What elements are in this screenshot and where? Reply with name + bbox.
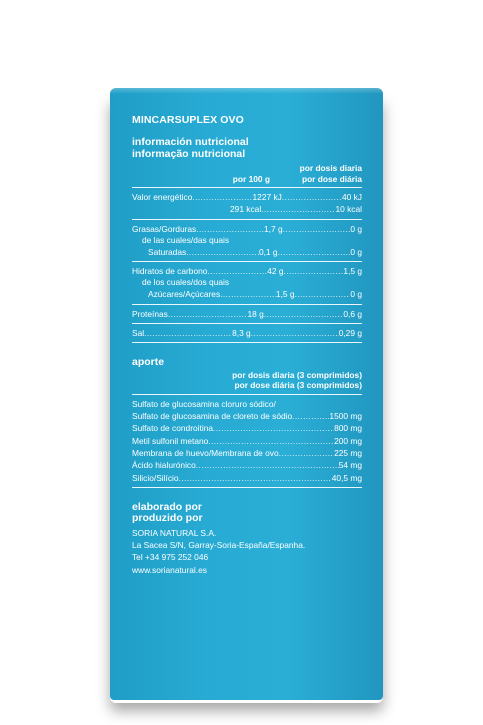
label-content <box>132 114 362 576</box>
producer-heading-pt: produzido por <box>132 512 203 525</box>
aporte-heading: aporte <box>132 356 165 369</box>
fat-dose: 0 g <box>350 223 362 234</box>
carbs-sub-label: de los cuales/dos quais <box>142 277 230 288</box>
divider <box>132 219 362 220</box>
glucosamine-value: 1500 mg <box>329 411 362 422</box>
col-header-row <box>132 174 362 185</box>
aporte-row-silicon <box>132 472 362 484</box>
divider <box>132 304 362 305</box>
salt-label: Sal <box>132 328 145 339</box>
energy-kj-100: 1227 kJ <box>252 192 282 202</box>
aporte-col-es: por dosis diaria (3 comprimidos) <box>232 369 362 380</box>
eggshell-label: Membrana de huevo/Membrana de ovo <box>132 448 279 459</box>
energy-kcal-dose: 10 kcal <box>335 204 362 215</box>
nutrition-row-salt <box>132 327 362 339</box>
msm-value: 200 mg <box>334 435 362 446</box>
carbs-dose: 1,5 g <box>343 266 362 277</box>
nutrition-row-energy-kcal <box>132 203 362 215</box>
nutrition-row-protein <box>132 308 362 320</box>
chondroitin-value: 800 mg <box>334 423 362 434</box>
saturated-label: Saturadas <box>148 246 187 257</box>
aporte-row-glucosamine <box>132 410 362 422</box>
energy-kcal-100: 291 kcal <box>230 204 262 215</box>
producer-address: La Sacea S/N, Garray-Soria-España/Espanha. <box>132 540 306 551</box>
saturated-100: 0,1 g <box>258 246 278 257</box>
producer-phone: Tel +34 975 252 046 <box>132 552 209 563</box>
sugars-label: Azúcares/Açúcares <box>148 289 221 300</box>
divider <box>132 487 362 488</box>
col-header-100g: por 100 g <box>232 173 270 184</box>
energy-label: Valor energético <box>132 192 193 202</box>
salt-100: 8,3 g <box>232 328 251 339</box>
nutrition-row-sugars <box>132 288 362 300</box>
divider <box>132 187 362 188</box>
nutrition-row-fat <box>132 223 362 235</box>
nutrition-row-carbs <box>132 265 362 277</box>
carbs-label: Hidratos de carbono <box>132 266 208 277</box>
msm-label: Metil sulfonil metano <box>132 435 209 446</box>
nutrition-heading-es: información nutricional <box>132 136 249 148</box>
producer-company: SORIA NATURAL S.A. <box>132 527 217 538</box>
nutrition-heading-pt: informação nutricional <box>132 147 246 160</box>
aporte-row-hyaluronic <box>132 459 362 471</box>
aporte-col-pt: por dose diária (3 comprimidos) <box>234 380 362 391</box>
aporte-row-chondroitin <box>132 422 362 434</box>
carbs-100: 42 g <box>267 266 284 277</box>
sugars-100: 1,5 g <box>275 289 295 300</box>
nutrition-row-saturated <box>132 246 362 258</box>
chondroitin-label: Sulfato de condroitina <box>132 423 214 434</box>
hyaluronic-value: 54 mg <box>338 460 362 471</box>
hyaluronic-label: Ácido hialurónico <box>132 460 196 471</box>
protein-label: Proteínas <box>132 308 168 319</box>
sugars-dose: 0 g <box>350 289 362 300</box>
protein-100: 18 g <box>247 308 264 319</box>
divider <box>132 394 362 395</box>
silicon-value: 40,5 mg <box>331 472 362 483</box>
producer-web: www.sorianatural.es <box>132 564 207 575</box>
producer-heading-es: elaborado por <box>132 500 203 513</box>
product-box-side <box>110 88 383 700</box>
saturated-dose: 0 g <box>350 246 362 257</box>
col-header-dose-pt: por dose diária <box>301 173 362 184</box>
divider <box>132 342 362 343</box>
aporte-row-line1 <box>132 398 362 410</box>
fat-label: Grasas/Gorduras <box>132 223 197 234</box>
product-name: MINCARSUPLEX OVO <box>132 114 244 126</box>
glucosamine-line1: Sulfato de glucosamina cloruro sódico/ <box>132 398 276 409</box>
fat-sub-label: de las cuales/das quais <box>142 234 230 245</box>
aporte-row-eggshell <box>132 447 362 459</box>
salt-dose: 0,29 g <box>338 328 362 339</box>
aporte-row-msm <box>132 435 362 447</box>
eggshell-value: 225 mg <box>334 448 362 459</box>
protein-dose: 0,6 g <box>343 308 362 319</box>
nutrition-row-energy-kj <box>132 191 362 203</box>
divider <box>132 323 362 324</box>
energy-kj-dose: 40 kJ <box>341 192 362 202</box>
fat-100: 1,7 g <box>263 223 283 234</box>
glucosamine-label: Sulfato de glucosamina de cloreto de sódio <box>132 411 293 422</box>
col-header-dose-es: por dosis diaria <box>299 163 362 173</box>
silicon-label: Silicio/Silício <box>132 472 179 483</box>
divider <box>132 261 362 262</box>
